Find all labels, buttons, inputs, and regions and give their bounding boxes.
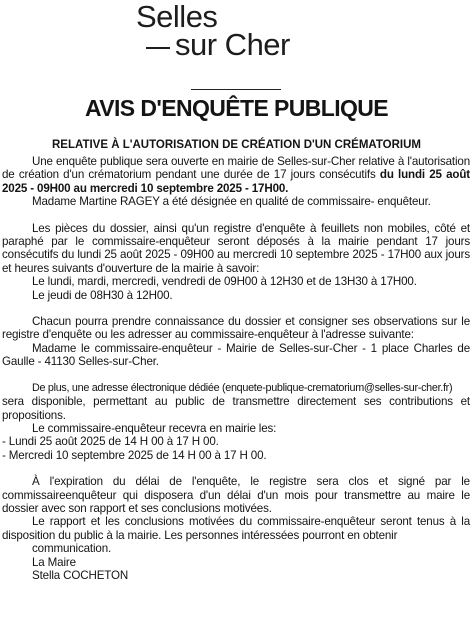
opening-hours-weekdays: Le lundi, mardi, mercredi, vendredi de 09H00 à 12H30 et de 13H30 à 17H00.	[32, 275, 417, 289]
logo-text-sur-cher: sur Cher	[175, 27, 290, 62]
intro-paragraph	[2, 155, 470, 195]
permanences-intro: Le commissaire-enquêteur recevra en mairie les:	[32, 421, 277, 435]
email-paragraph-rest: sera disponible, permettant au public de transmettre directement ses contributions et propositions.	[2, 395, 470, 422]
permanence-date-1: - Lundi 25 août 2025 de 14 H 00 à 17 H 00.	[2, 435, 219, 449]
permanence-date-2: - Mercredi 10 septembre 2025 de 14 H 00 à 17 H 00.	[2, 448, 267, 462]
report-paragraph: Le rapport et les conclusions motivées du commissaire-enquêteur seront tenus à la disposition du public à la mairie. Les personnes intéressées pourront en obtenir	[2, 515, 470, 542]
email-lead: De plus, une adresse électronique dédiée (enquete-publique-crematorium@selles-sur-cher.fr)	[32, 381, 453, 394]
logo-dash	[146, 47, 170, 49]
postal-address: Madame le commissaire-enquêteur - Mairie de Selles-sur-Cher - 1 place Charles de Gaulle - 41130 Selles-sur-Cher.	[2, 341, 470, 369]
notice-body	[2, 155, 470, 582]
intro-dates: du lundi 25 août 2025 - 09H00 au mercredi 10 septembre 2025 - 17H00.	[2, 168, 471, 195]
town-logo	[0, 0, 473, 70]
notice-title: AVIS D'ENQUÊTE PUBLIQUE	[84, 95, 389, 121]
signatory-title: La Maire	[32, 555, 76, 569]
signatory-name: Stella COCHETON	[32, 568, 129, 582]
closing-paragraph: À l'expiration du délai de l'enquête, le registre sera clos et signé par le commissaireenquêteur qui disposera d'un délai d'un mois pour transmettre au maire le dossier avec son rapport et ses conclusions motivées.	[2, 475, 470, 515]
report-paragraph-end: communication.	[32, 542, 112, 556]
separator-rule	[191, 89, 281, 90]
commissioner-paragraph: Madame Martine RAGEY a été désignée en qualité de commissaire- enquêteur.	[32, 195, 431, 209]
notice-subtitle: RELATIVE À L'AUTORISATION DE CRÉATION D'UN CRÉMATORIUM	[52, 139, 421, 151]
logo-text-selles: Selles	[136, 0, 218, 34]
observations-paragraph: Chacun pourra prendre connaissance du dossier et consigner ses observations sur le registre d'enquête ou les adresser au commissaire-enquêteur à l'adresse suivante:	[2, 315, 470, 342]
documents-paragraph: Les pièces du dossier, ainsi qu'un registre d'enquête à feuillets non mobiles, côté et paraphé par le commissaire-enquêteur seront déposés à la mairie pendant 17 jours consécutifs du lundi 25 août 2025 - 09H00 au mercredi 10 septembre 2025 - 17H00 aux jours et heures suivants d'ouverture de la mairie à savoir:	[2, 221, 470, 275]
intro-text: Une enquête publique sera ouverte en mairie de Selles-sur-Cher relative à l'autorisation de création d'un crématorium pendant une durée de 17 jours consécutifs	[2, 155, 470, 182]
opening-hours-thursday: Le jeudi de 08H30 à 12H00.	[32, 288, 173, 302]
